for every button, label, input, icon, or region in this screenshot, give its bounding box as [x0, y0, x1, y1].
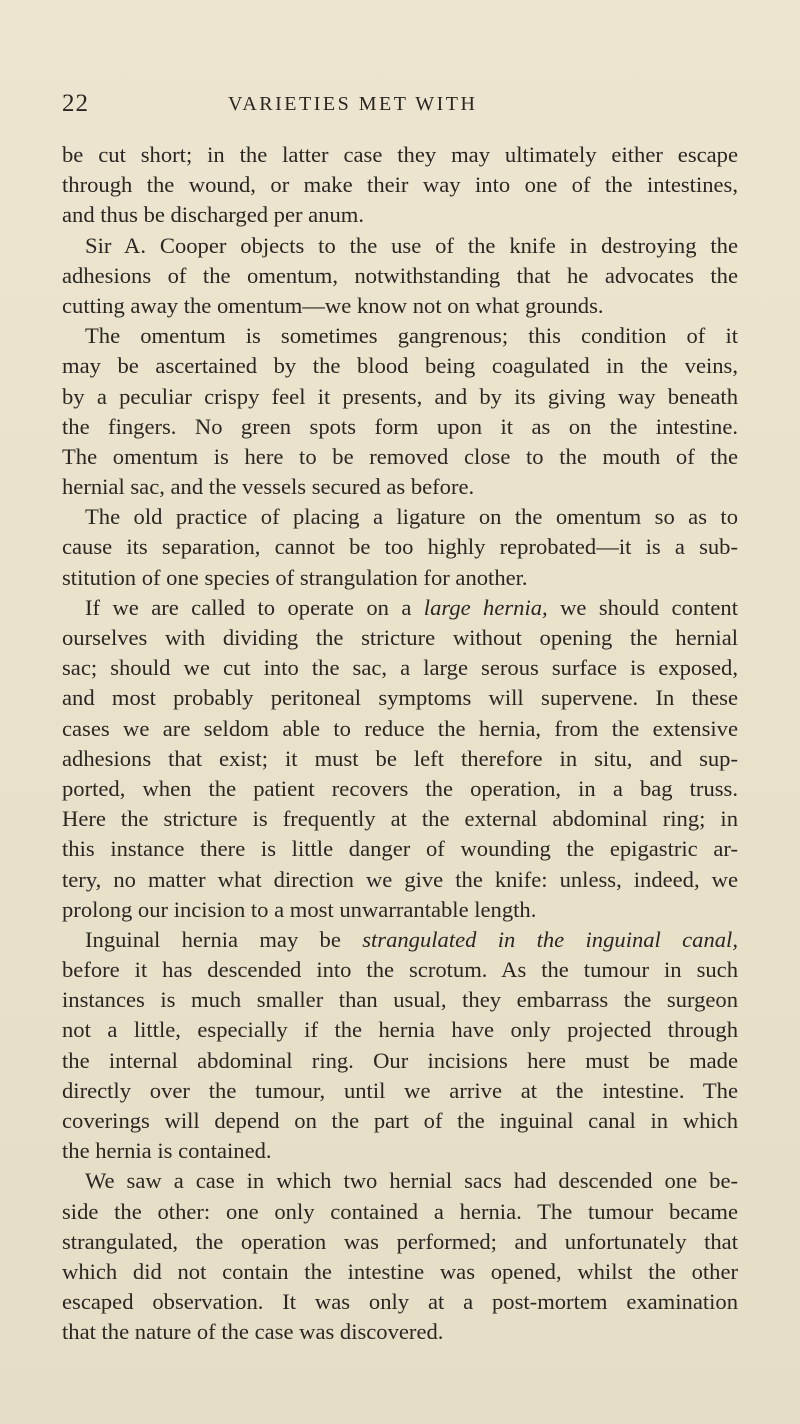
text-line: this instance there is little danger of wounding the epigastric ar- — [62, 836, 738, 862]
text-line: the fingers. No green spots form upon it as on the intestine. — [62, 413, 738, 439]
text-line: sac; should we cut into the sac, a large serous surface is exposed, — [62, 655, 738, 681]
text-line — [62, 925, 738, 955]
running-head: VARIETIES MET WITH — [228, 93, 478, 115]
text-line: the internal abdominal ring. Our incisions here must be made — [62, 1047, 738, 1073]
text-line: Here the stricture is frequently at the external abdominal ring; in — [62, 806, 738, 832]
text-line — [62, 593, 738, 623]
text-line: cause its separation, cannot be too highly reprobated—it is a sub- — [62, 534, 738, 560]
page-header — [0, 86, 800, 126]
text-segment: Inguinal hernia may be — [85, 926, 363, 952]
text-line: The omentum is here to be removed close to the mouth of the — [62, 443, 738, 469]
page-number: 22 — [62, 90, 89, 117]
text-line: The omentum is sometimes gangrenous; this condition of it — [85, 323, 738, 349]
text-line: ported, when the patient recovers the operation, in a bag truss. — [62, 775, 738, 801]
italic-text: strangulated in the inguinal canal, — [362, 926, 738, 952]
text-line: prolong our incision to a most unwarrantable length. — [62, 896, 537, 922]
text-line: strangulated, the operation was performed; and unfortunately that — [62, 1228, 738, 1254]
text-line: may be ascertained by the blood being coagulated in the veins, — [62, 353, 738, 379]
text-line: before it has descended into the scrotum. As the tumour in such — [62, 957, 738, 983]
text-line: The old practice of placing a ligature on the omentum so as to — [85, 504, 738, 530]
text-line: ourselves with dividing the stricture without opening the hernial — [62, 625, 738, 650]
text-line: by a peculiar crispy feel it presents, and by its giving way beneath — [62, 383, 738, 409]
text-line: cases we are seldom able to reduce the hernia, from the extensive — [62, 715, 738, 741]
text-line: and thus be discharged per anum. — [62, 202, 365, 228]
text-line: Sir A. Cooper objects to the use of the knife in destroying the — [85, 232, 738, 258]
italic-text: large hernia, — [423, 594, 548, 620]
text-line: tery, no matter what direction we give the knife: unless, indeed, we — [62, 866, 738, 892]
text-line: directly over the tumour, until we arrive at the intestine. The — [62, 1077, 738, 1103]
text-line: cutting away the omentum—we know not on what grounds. — [62, 292, 604, 318]
text-line: hernial sac, and the vessels secured as before. — [62, 474, 475, 500]
text-line: which did not contain the intestine was opened, whilst the other — [62, 1258, 738, 1284]
text-line: not a little, especially if the hernia have only projected through — [62, 1017, 738, 1043]
text-line: the hernia is contained. — [62, 1138, 272, 1164]
text-line: coverings will depend on the part of the inguinal canal in which — [62, 1108, 738, 1133]
text-line: and most probably peritoneal symptoms will supervene. In these — [62, 685, 738, 711]
text-segment: If we are called to operate on a — [85, 594, 424, 620]
text-line: be cut short; in the latter case they may ultimately either escape — [62, 142, 738, 167]
text-line: We saw a case in which two hernial sacs had descended one be- — [85, 1168, 738, 1194]
body-text — [62, 140, 738, 1348]
text-line: through the wound, or make their way into one of the intestines, — [62, 172, 738, 198]
text-line: that the nature of the case was discovered. — [62, 1319, 444, 1345]
text-line: adhesions of the omentum, notwithstanding that he advocates the — [62, 262, 738, 288]
text-line: escaped observation. It was only at a post-mortem examination — [62, 1289, 738, 1315]
text-line: instances is much smaller than usual, they embarrass the surgeon — [62, 987, 738, 1013]
text-line: adhesions that exist; it must be left therefore in situ, and sup- — [62, 745, 738, 771]
text-segment: we should content — [547, 594, 738, 620]
text-line: stitution of one species of strangulation for another. — [62, 564, 528, 590]
text-line: side the other: one only contained a hernia. The tumour became — [62, 1198, 738, 1224]
